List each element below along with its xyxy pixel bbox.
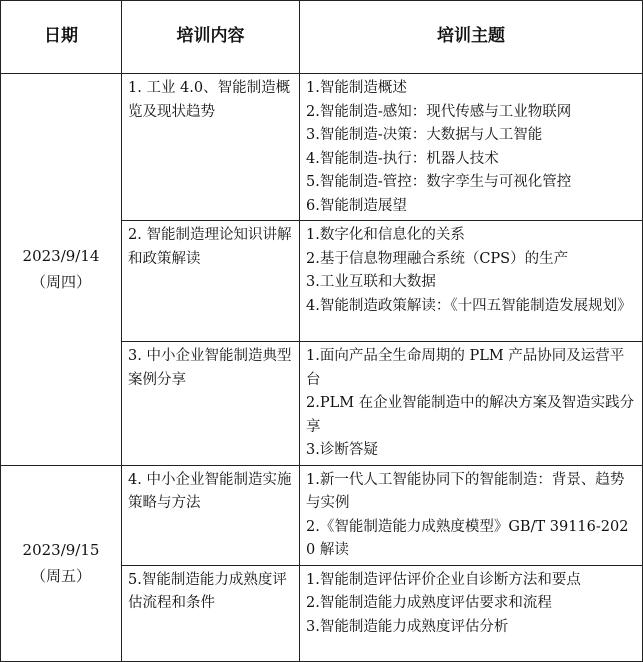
topic-item: 2.智能制造-感知：现代传感与工业物联网 [306,103,572,120]
topic-item: 1.面向产品全生命周期的 PLM 产品协同及运营平台 [306,348,625,388]
topic-item: 5.智能制造-管控：数字孪生与可视化管控 [306,174,572,190]
date-text: 2023/9/15 [22,541,100,559]
topic-item: 3.诊断答疑 [306,442,378,458]
topics-cell [300,221,643,342]
topic-item: 2.PLM 在企业智能制造中的解决方案及智造实践分享 [306,395,635,435]
topic-item: 3.智能制造-决策：大数据与人工智能 [306,127,543,143]
date-cell [1,74,122,466]
topic-item: 3.智能制造能力成熟度评估分析 [306,618,509,635]
header-date: 日期 [1,1,122,74]
module-cell: 5.智能制造能力成熟度评估流程和条件 [122,565,300,661]
table-row [1,465,643,565]
topic-item: 1.数字化和信息化的关系 [306,227,465,243]
topic-item: 4.智能制造政策解读：《十四五智能制造发展规划》 [306,297,632,314]
topic-item: 2.基于信息物理融合系统（CPS）的生产 [306,250,569,267]
table-row [1,74,643,221]
topics-cell [300,342,643,466]
topic-item: 3.工业互联和大数据 [306,274,436,290]
date-text: 2023/9/14 [22,247,100,266]
topic-item: 1.智能制造评估评价企业自诊断方法和要点 [306,571,581,588]
date-cell [1,465,122,661]
header-topic: 培训主题 [300,1,643,74]
topics-cell [300,565,643,661]
topic-item: 6.智能制造展望 [306,197,407,214]
module-cell: 2. 智能制造理论知识讲解和政策解读 [122,221,300,342]
header-row [1,1,643,74]
topics-cell [300,465,643,565]
module-cell: 4. 中小企业智能制造实施策略与方法 [122,465,300,565]
header-content: 培训内容 [122,1,300,74]
topic-item: 1.新一代人工智能协同下的智能制造：背景、趋势与实例 [306,471,625,511]
topic-item: 4.智能制造-执行：机器人技术 [306,150,499,167]
topic-item: 2.智能制造能力成熟度评估要求和流程 [306,595,552,611]
module-cell: 3. 中小企业智能制造典型案例分享 [122,342,300,466]
topic-item: 1.智能制造概述 [306,80,407,96]
weekday-text: （周四） [30,273,91,292]
weekday-text: （周五） [30,567,91,585]
module-cell: 1. 工业 4.0、智能制造概览及现状趋势 [122,74,300,221]
topics-cell [300,74,643,221]
topic-item: 2.《智能制造能力成熟度模型》GB/T 39116-2020 解读 [306,518,629,558]
